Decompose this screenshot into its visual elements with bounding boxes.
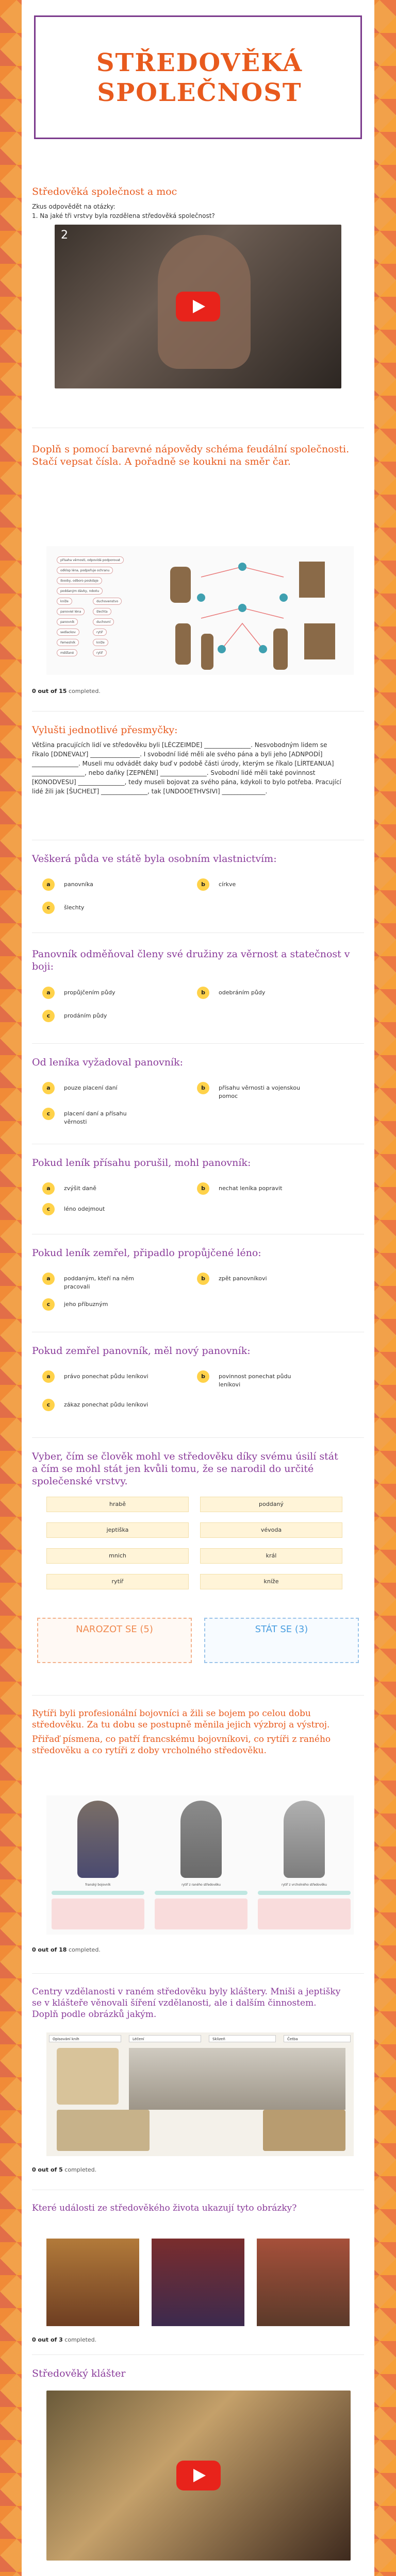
quiz-heading: Pokud zemřel panovník, měl nový panovník: xyxy=(32,1345,251,1357)
event-image-3 xyxy=(257,2239,350,2326)
answer-slots[interactable] xyxy=(258,1891,351,1895)
drop-zone-become[interactable]: STÁT SE (3) xyxy=(204,1618,359,1663)
page-title: STŘEDOVĚKÁ SPOLEČNOST xyxy=(96,48,303,107)
scheme-pill[interactable]: kníže xyxy=(93,639,108,646)
scheme-pill[interactable]: ibooby, odboro poskdaje xyxy=(57,577,102,584)
completion-status: 0 out of 18 completed. xyxy=(32,1946,101,1953)
play-icon[interactable] xyxy=(176,2461,221,2490)
page: STŘEDOVĚKÁ SPOLEČNOST Středověká společnost a moc Zkus odpovědět na otázky: 1. Na jaké tři vrstvy byla rozdělena středověká společnost? 2 Doplň s pomocí barevné nápovědy schéma feudální společnosti. Stačí vepsat čísla. A pořadně se koukni na směr čar. přísaha věrnosti, odpovídá podporovat odklop léna, podpořuje ochranu ibooby, odboro poskdaje poddaným dávky, robotu kníže duchovenstvo panoviel léna šlechta panovník duchovní sedlackov rytíř řemeslník kníže měšťané rytíř 0 out of 15 completed. Vylušti jednotlivé přesmyčky: Většina pracujících lidí ve středověku byli [LÉCZEIMDE] _______________. Nesvobodným lidem se říkalo [DDNEVALY] ________________. I svobodní lidé měli ale svého pána a byli jeho [ADNPODÍ] _______________. Museli mu odvádět daky buď v podobě části úrody, kterým se říkalo [LÍRTEANUA] _________________, nebo daňky [ZEPNÉNI] _______________. Svobodní lidé měli také povinnost [KONODVESU] _______________, tedy museli bojovat za svého pána, kdykoli to bylo potřeba. Pracující lidé žili jak [ŠUCHELT] _______________, tak [UNDOOETHVSIVI] ______________. Veškerá půda ve státě byla osobním vlastnictvím: a panovníka b církve c šlechty Panovník odměňoval členy své družiny za věrnost a statečnost v boji: a propůjčením půdy b odebráním půdy c prodáním půdy Od leníka vyžadoval panovník: a pouze placení daní b přísahu věrnosti a vojenskou pomoc c placení daní a přísahu věrnosti Pokud leník přísahu porušil, mohl panovník: a zvýšit daně b nechat leníka popravit c léno odejmout Pokud leník zemřel, připadlo propůjčené léno: a poddaným, kteří na něm pracovali b zpět panovníkovi c jeho příbuzným Pokud zemřel panovník, měl nový panovník: a právo ponechat půdu leníkovi b povinnost ponechat půdu leníkovi c zákaz ponechat půdu leníkovi Vyber, čím se člověk mohl ve středověku díky svému úsilí stát a čím se mohl stát jen kvůli tomu, že se narodil do určité společenské vrstvy. hrabě poddaný jeptiška vévoda mnich král rytíř kníže NAROZOT SE (5) STÁT SE (3) Rytíři byli profesionální bojovníci a žili se bojem po celou dobu středověku. Za tu dobu se postupně měnila jejich výzbroj a výstroj. Přiřaď písmena, co patří francskému bojovníkovi, co rytíři z raného středověku a co rytíři z doby vrcholného středověku. franský bojovník rytíř z raného středověku rytíř z vrcholného středověku 0 out of 18 completed. Centry vzdělanosti v raném středověku byly kláštery. Mniši a jeptišky se v klášteře věnovali šíření vzdělanosti, ale i dalším činnostem. Doplň podle obrázků jakým. Opisování knih Léčení Sklizeň Četba 0 out of 5 completed. Které události ze středověkého života ukazují tyto obrázky? 0 out of 3 completed. Středověký klášter xyxy=(22,0,374,2576)
option-badge: b xyxy=(197,1370,209,1383)
option-badge: c xyxy=(42,1399,55,1411)
activity-tag[interactable]: Četba xyxy=(284,2035,351,2042)
knight-figure xyxy=(284,1801,325,1878)
option-badge: c xyxy=(42,1108,55,1120)
answer-slots[interactable] xyxy=(52,1891,144,1895)
drop-zone-born[interactable]: NAROZOT SE (5) xyxy=(37,1618,192,1663)
monk-illustration xyxy=(263,2110,345,2151)
scheme-pill[interactable]: panovník xyxy=(57,618,78,625)
quiz-heading: Pokud leník zemřel, připadlo propůjčené léno: xyxy=(32,1247,261,1259)
knight-label: rytíř z vrcholného středověku xyxy=(282,1883,327,1887)
option-badge: a xyxy=(42,1273,55,1285)
event-image-2 xyxy=(152,2239,244,2326)
quiz-heading: Panovník odměňoval členy své družiny za věrnost a statečnost v boji: xyxy=(32,948,350,972)
monks-image xyxy=(46,2032,354,2156)
option-badge: c xyxy=(42,1203,55,1215)
scheme-pill[interactable]: duchovní xyxy=(93,618,114,625)
section-knights xyxy=(32,1708,364,1760)
divider xyxy=(32,2354,364,2355)
quiz-3 xyxy=(32,1056,364,1073)
scheme-pill[interactable]: rytíř xyxy=(93,649,107,656)
quiz-heading: Pokud leník přísahu porušil, mohl panovník: xyxy=(32,1157,251,1168)
scheme-diagram-icon xyxy=(46,546,354,675)
option-badge: c xyxy=(42,1010,55,1022)
option-badge: a xyxy=(42,1370,55,1383)
play-icon[interactable] xyxy=(176,292,220,321)
answer-slots[interactable] xyxy=(258,1899,351,1929)
section-heading: Středověký klášter xyxy=(32,2368,126,2379)
scheme-pill[interactable]: měšťané xyxy=(57,649,77,656)
scheme-pill[interactable]: rytíř xyxy=(93,629,107,636)
quiz-1 xyxy=(32,853,364,869)
option-badge: a xyxy=(42,878,55,891)
scheme-pill[interactable]: přísaha věrnosti, odpovídá podporovat xyxy=(57,556,124,564)
section-heading: Centry vzdělanosti v raném středověku byly kláštery. Mniši a jeptišky se v klášteře věnovali šíření vzdělanosti, ale i dalším činnostem. Doplň podle obrázků jakým. xyxy=(32,1987,341,2020)
knights-image xyxy=(46,1795,354,1935)
video-player[interactable] xyxy=(46,2391,351,2561)
draggable-word[interactable]: rytíř xyxy=(46,1574,189,1589)
section-feudal-scheme xyxy=(32,443,364,468)
completion-status: 0 out of 5 completed. xyxy=(32,2166,97,2173)
completion-status: 0 out of 15 completed. xyxy=(32,688,101,694)
monk-illustration xyxy=(57,2048,119,2105)
intro-text: Zkus odpovědět na otázky: xyxy=(32,203,116,210)
section-abbey xyxy=(32,2367,364,2384)
completion-status: 0 out of 3 completed. xyxy=(32,2336,97,2343)
option-badge: b xyxy=(197,1273,209,1285)
anagram-text[interactable]: Většina pracujících lidí ve středověku byli [LÉCZEIMDE] _______________. Nesvobodným lidem se říkalo [DDNEVALY] ________________. I svobodní lidé měli ale svého pána a byli jeho [ADNPODÍ] _______________. Museli mu odvádět daky buď v podobě části úrody, kterým se říkalo [LÍRTEANUA] _________________, nebo daňky [ZEPNÉNI] _______________. Svobodní lidé měli také povinnost [KONODVESU] _______________, tedy museli bojovat za svého pána, kdykoli to bylo potřeba. Pracující lidé žili jak [ŠUCHELT] _______________, tak [UNDOOETHVSIVI] ______________. xyxy=(32,741,341,795)
scheme-pill[interactable]: duchovenstvo xyxy=(93,598,122,605)
quiz-6 xyxy=(32,1345,364,1361)
option-badge: b xyxy=(197,1082,209,1094)
section-heading: Které události ze středověkého života ukazují tyto obrázky? xyxy=(32,2203,297,2213)
scheme-pill[interactable]: kníže xyxy=(57,598,72,605)
scheme-pill[interactable]: poddaným dávky, robotu xyxy=(57,587,103,595)
section-subheading: Stačí vepsat čísla. A pořadně se koukni na směr čar. xyxy=(32,456,291,467)
section-heading: Vylušti jednotlivé přesmyčky: xyxy=(32,724,178,736)
section-society xyxy=(32,185,364,221)
section-subheading: Přiřaď písmena, co patří francskému bojovníkovi, co rytíři z raného středověku a co rytíři z doby vrcholného středověku. xyxy=(32,1734,331,1756)
activity-tag[interactable]: Léčení xyxy=(129,2035,201,2042)
scheme-pill[interactable]: řemeslník xyxy=(57,639,79,646)
option-badge: c xyxy=(42,902,55,914)
divider xyxy=(32,1043,364,1044)
divider xyxy=(32,1437,364,1438)
section-sort xyxy=(32,1450,364,1492)
video-player[interactable] xyxy=(55,225,341,388)
knight-figure xyxy=(180,1801,222,1878)
draggable-word[interactable]: vévoda xyxy=(200,1522,342,1538)
knight-figure xyxy=(77,1801,119,1878)
option-badge: a xyxy=(42,1082,55,1094)
scheme-pill[interactable]: sedlackov xyxy=(57,629,79,636)
monk-illustration xyxy=(57,2110,150,2151)
draggable-word[interactable]: kníže xyxy=(200,1574,342,1589)
section-events xyxy=(32,2202,364,2218)
option-badge: a xyxy=(42,1182,55,1195)
quiz-5 xyxy=(32,1247,364,1263)
answer-slots[interactable] xyxy=(52,1899,144,1929)
option-badge: a xyxy=(42,987,55,999)
divider xyxy=(32,1695,364,1696)
draggable-word[interactable]: jeptiška xyxy=(46,1522,189,1538)
section-heading: Středověká společnost a moc xyxy=(32,186,177,197)
question-text: 1. Na jaké tři vrstvy byla rozdělena středověká společnost? xyxy=(32,212,215,219)
knight-label: rytíř z raného středověku xyxy=(182,1883,221,1887)
option-badge: c xyxy=(42,1298,55,1311)
scheme-pill[interactable]: odklop léna, podpořuje ochranu xyxy=(57,567,113,574)
monastery-illustration xyxy=(129,2048,345,2110)
divider xyxy=(32,1973,364,1974)
draggable-word[interactable]: hrabě xyxy=(46,1497,189,1512)
header xyxy=(22,0,374,160)
activity-tag[interactable]: Sklizeň xyxy=(209,2035,276,2042)
scheme-pill[interactable]: panoviel léna xyxy=(57,608,85,615)
activity-tag[interactable]: Opisování knih xyxy=(49,2035,121,2042)
scheme-pill[interactable]: šlechta xyxy=(93,608,111,615)
quiz-4 xyxy=(32,1157,364,1173)
event-image-1 xyxy=(46,2239,139,2326)
section-heading: Doplň s pomocí barevné nápovědy schéma feudální společnosti. xyxy=(32,444,350,455)
option-badge: b xyxy=(197,878,209,891)
video-episode-number: 2 xyxy=(61,229,68,242)
draggable-word[interactable]: král xyxy=(200,1548,342,1564)
answer-slots[interactable] xyxy=(155,1899,248,1929)
quiz-heading: Od leníka vyžadoval panovník: xyxy=(32,1057,184,1068)
option-badge: b xyxy=(197,987,209,999)
option-badge: b xyxy=(197,1182,209,1195)
knight-label: franský bojovník xyxy=(85,1883,111,1887)
answer-slots[interactable] xyxy=(155,1891,248,1895)
section-heading: Rytíři byli profesionální bojovníci a žili se bojem po celou dobu středověku. Za tu dobu se postupně měnila jejich výzbroj a výstroj. xyxy=(32,1708,330,1730)
quiz-2 xyxy=(32,948,364,977)
section-monks xyxy=(32,1986,364,2024)
feudal-scheme-image xyxy=(46,546,354,675)
section-anagrams xyxy=(32,724,364,796)
title-frame xyxy=(34,15,362,139)
quiz-heading: Veškerá půda ve státě byla osobním vlastnictvím: xyxy=(32,853,277,865)
draggable-word[interactable]: poddaný xyxy=(200,1497,342,1512)
section-heading: Vyber, čím se člověk mohl ve středověku díky svému úsilí stát a čím se mohl stát jen kvůli tomu, že se narodil do určité společenské vrstvy. xyxy=(32,1451,338,1487)
draggable-word[interactable]: mnich xyxy=(46,1548,189,1564)
